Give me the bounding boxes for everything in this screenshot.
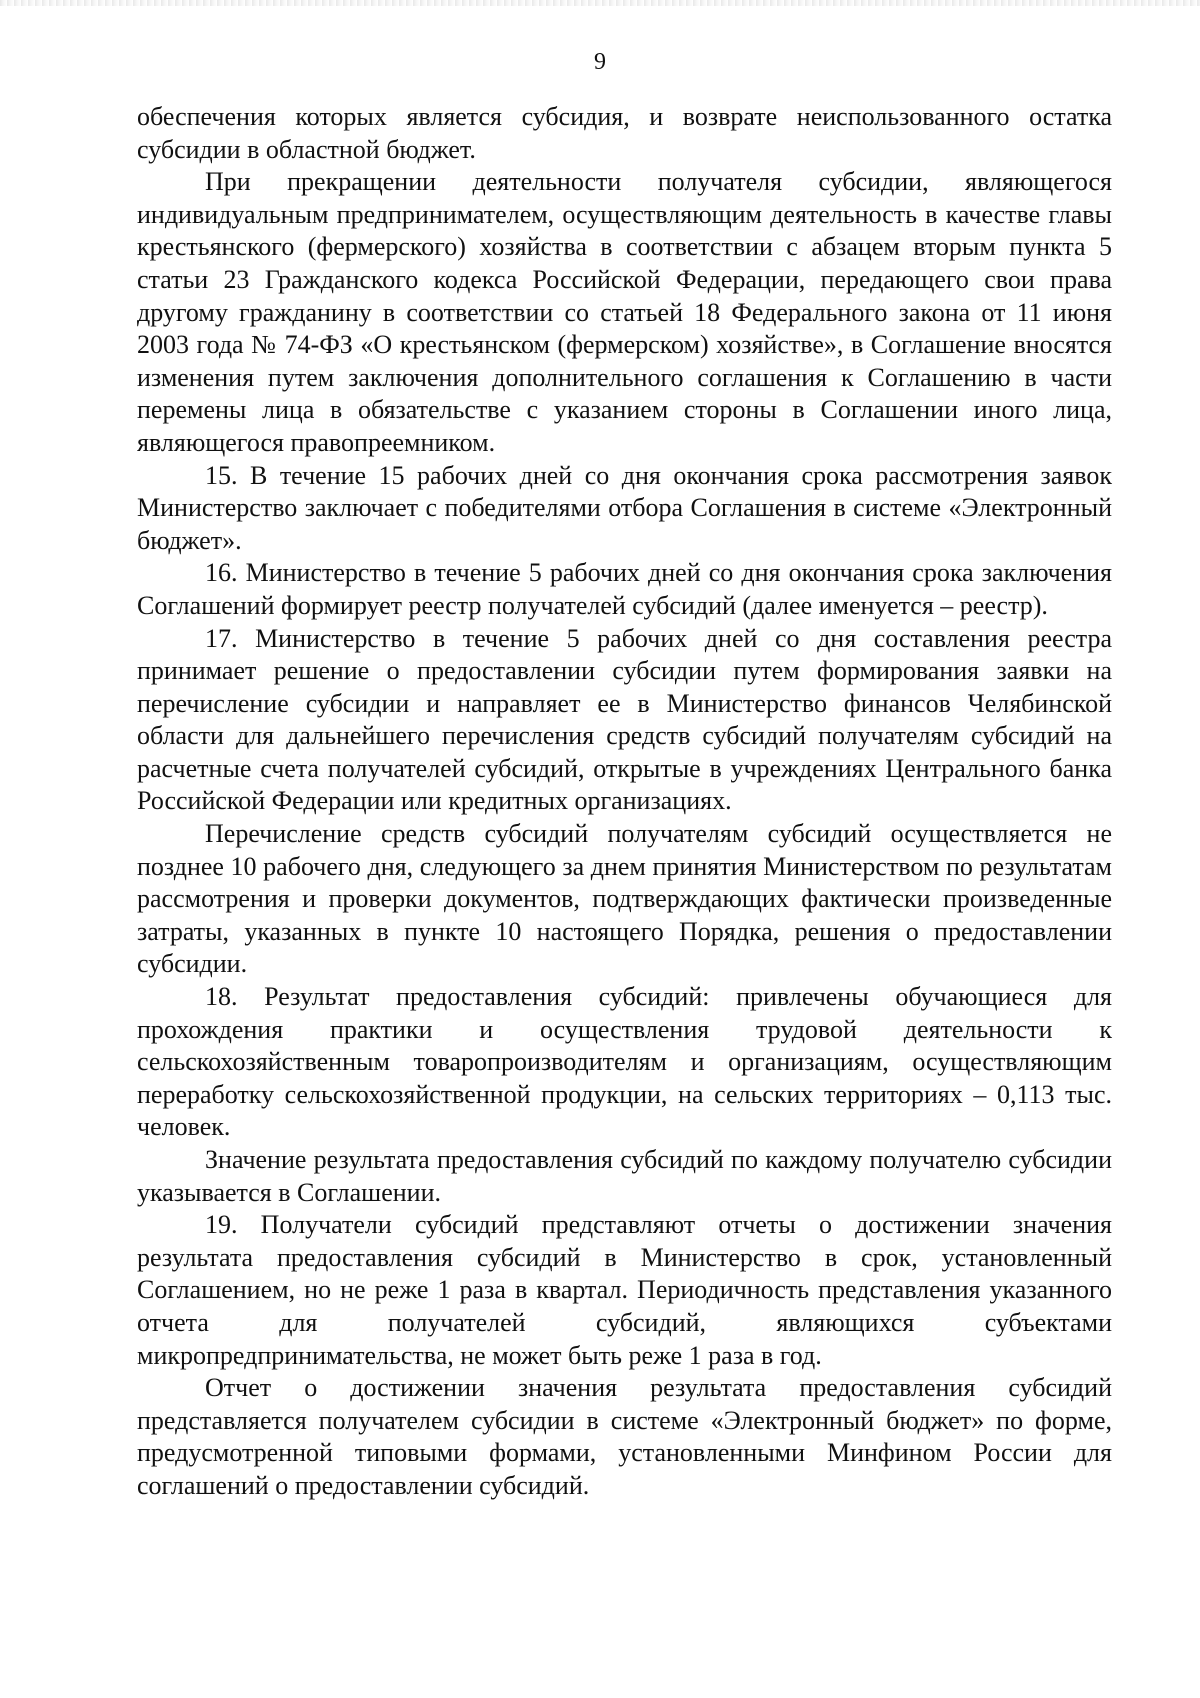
paragraph-report-form: Отчет о достижении значения результата предоставления субсидий представляется получателем субсидии в системе «Электронный бюджет» по форме, предусмотренной типовыми формами, установленными Минфином России для соглашений о предоставлении субсидий. [137,1373,1112,1500]
page-number: 9 [594,49,606,75]
paragraph-continuation: обеспечения которых является субсидия, и возврате неиспользованного остатка субсидии в областной бюджет. [137,102,1112,164]
paragraph-item-18: 18. Результат предоставления субсидий: привлечены обучающиеся для прохождения практики и осуществления трудовой деятельности к сельскохозяйственным товаропроизводителям и организациям, осуществляющим переработку сельскохозяйственной продукции, на сельских территориях – 0,113 тыс. человек. [137,982,1112,1142]
paragraph-item-15: 15. В течение 15 рабочих дней со дня окончания срока рассмотрения заявок Министерство заключает с победителями отбора Соглашения в системе «Электронный бюджет». [137,460,1112,555]
paragraph-termination-of-activity: При прекращении деятельности получателя субсидии, являющегося индивидуальным предпринимателем, осуществляющим деятельность в качестве главы крестьянского (фермерского) хозяйства в соответствии с абзацем вторым пункта 5 статьи 23 Гражданского кодекса Российской Федерации, передающего свои права другому гражданину в соответствии со статьей 18 Федерального закона от 11 июня 2003 года № 74-ФЗ «О крестьянском (фермерском) хозяйстве», в Соглашение вносятся изменения путем заключения дополнительного соглашения к Соглашению в части перемены лица в обязательстве с указанием стороны в Соглашении иного лица, являющегося правопреемником. [137,167,1112,457]
paragraph-result-value: Значение результата предоставления субсидий по каждому получателю субсидии указывается в Соглашении. [137,1145,1112,1207]
paragraph-item-17: 17. Министерство в течение 5 рабочих дней со дня составления реестра принимает решение о предоставлении субсидии путем формирования заявки на перечисление субсидии и направляет ее в Министерство финансов Челябинской области для дальнейшего перечисления средств субсидий получателям субсидий на расчетные счета получателей субсидий, открытые в учреждениях Центрального банка Российской Федерации или кредитных организациях. [137,623,1112,816]
paragraph-item-19: 19. Получатели субсидий представляют отчеты о достижении значения результата предоставления субсидий в Министерство в срок, установленный Соглашением, но не реже 1 раза в квартал. Периодичность представления указанного отчета для получателей субсидий, являющихся субъектами микропредпринимательства, не может быть реже 1 раза в год. [137,1210,1112,1370]
paragraph-item-16: 16. Министерство в течение 5 рабочих дней со дня окончания срока заключения Соглашений формирует реестр получателей субсидий (далее именуется – реестр). [137,558,1112,620]
paragraph-transfer-of-funds: Перечисление средств субсидий получателям субсидий осуществляется не позднее 10 рабочего дня, следующего за днем принятия Министерством по результатам рассмотрения и проверки документов, подтверждающих фактически произведенные затраты, указанных в пункте 10 настоящего Порядка, решения о предоставлении субсидии. [137,819,1112,979]
scan-edge-artifact [0,0,1200,6]
document-body [137,101,1112,1503]
